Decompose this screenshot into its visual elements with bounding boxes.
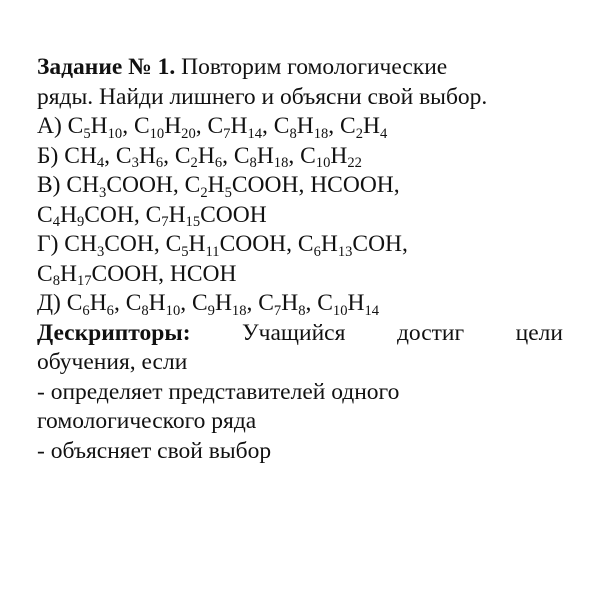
descriptors-word-2: достиг: [396, 319, 465, 346]
descriptors-line-1: [37, 319, 563, 349]
descriptors-word-3: цели: [515, 319, 563, 346]
option-c-line-2: $C_4H_9COH$, $C_7H_{15}COOH$: [37, 201, 267, 231]
document: [37, 53, 563, 466]
descriptor-item-1-line-2: гомологического ряда: [37, 408, 257, 434]
task-line-1: [37, 53, 563, 83]
option-e: Д) $C_6H_6$, $C_8H_{10}$, $C_9H_{18}$, $C_7H_8$, $C_{10}H_{14}$: [37, 290, 380, 319]
descriptor-item-1-line-1: - определяет представителей одного: [37, 378, 400, 405]
option-d-line-1: Г) $CH_3COH$, $C_5H_{11}COOH$, $C_6H_{13}COH$,: [37, 231, 408, 260]
option-b: Б) $CH_4$, $C_3H_6$, $C_2H_6$, $C_8H_{18}$, $C_{10}H_{22}$: [37, 142, 362, 172]
option-d-line-2: $C_8H_{17}COOH$, HCOH: [37, 260, 237, 290]
task-line-2: ряды. Найди лишнего и объясни свой выбор.: [37, 83, 488, 110]
descriptors-line-2: обучения, если: [37, 349, 188, 375]
task-text-1: Повторим гомологические: [175, 54, 448, 80]
option-a: А) $C_5H_{10}$, $C_{10}H_{20}$, $C_7H_{14}$, $C_8H_{18}$, $C_2H_4$: [37, 113, 388, 142]
task-heading: Задание № 1.: [37, 54, 176, 80]
descriptors-label: Дескрипторы:: [37, 319, 191, 346]
descriptor-item-2: - объясняет свой выбор: [37, 437, 272, 464]
option-c-line-1: В) $CH_3COOH$, $C_2H_5COOH$, HCOOH,: [37, 172, 400, 201]
descriptors-word-1: Учащийся: [242, 319, 346, 346]
